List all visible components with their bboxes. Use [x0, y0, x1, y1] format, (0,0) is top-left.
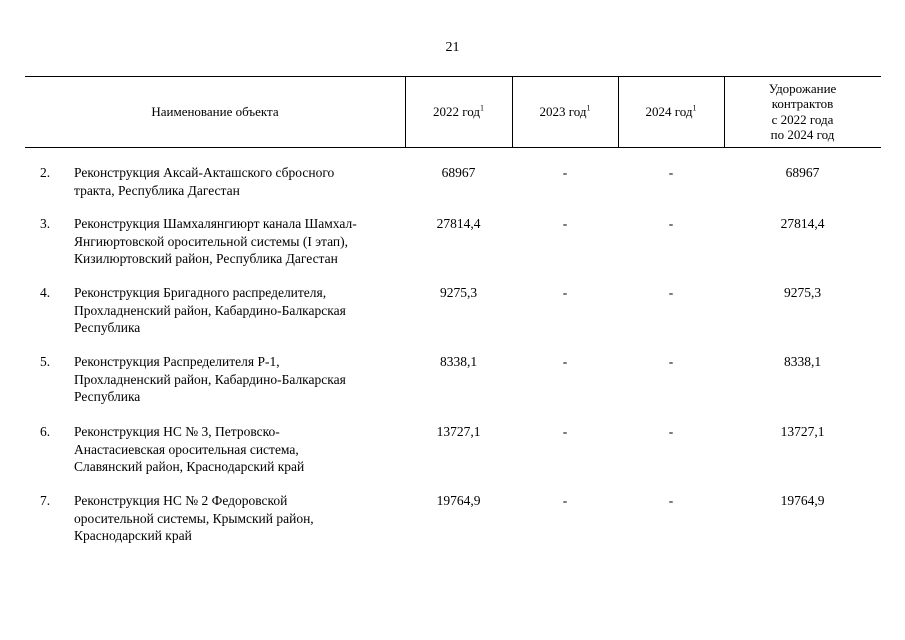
value-increase: 9275,3	[783, 285, 822, 300]
header-2024	[618, 76, 724, 147]
object-name-line: Реконструкция Аксай-Акташского сбросного	[74, 165, 335, 180]
header-increase	[724, 76, 881, 147]
header-increase-line: контрактов	[771, 96, 834, 111]
value-2022: 9275,3	[439, 285, 478, 300]
value-2024: -	[668, 165, 674, 180]
footnote-mark: 1	[692, 103, 697, 113]
object-name-line: Краснодарский край	[74, 528, 192, 543]
value-2023: -	[562, 165, 568, 180]
object-name-line: Республика	[74, 320, 141, 335]
header-increase-line: Удорожание	[768, 80, 837, 96]
value-2022: 68967	[441, 165, 476, 180]
value-2024: -	[668, 493, 674, 508]
value-increase: 19764,9	[780, 493, 825, 508]
object-name	[74, 215, 404, 268]
header-2024-label: 2024 год	[645, 103, 693, 119]
value-2023: -	[562, 285, 568, 300]
value-increase: 8338,1	[783, 354, 822, 369]
header-name-label: Наименование объекта	[151, 103, 279, 119]
object-name	[74, 164, 404, 199]
value-2022: 8338,1	[439, 354, 478, 369]
header-name	[25, 76, 405, 147]
object-name-line: Славянский район, Краснодарский край	[74, 459, 305, 474]
value-2024: -	[668, 285, 674, 300]
header-increase-line: по 2024 год	[770, 127, 835, 142]
value-2024: -	[668, 216, 674, 231]
object-name-line: тракта, Республика Дагестан	[74, 182, 240, 198]
header-2023	[512, 76, 618, 147]
row-number: 5.	[40, 354, 51, 369]
object-name-line: оросительной системы, Крымский район,	[74, 510, 314, 526]
object-name	[74, 423, 404, 476]
object-name-line: Реконструкция Бригадного распределителя,	[74, 285, 327, 300]
value-2023: -	[562, 216, 568, 231]
value-2022: 13727,1	[436, 424, 481, 439]
value-increase: 68967	[785, 165, 820, 180]
row-number: 3.	[40, 216, 51, 231]
value-2024: -	[668, 424, 674, 439]
row-number: 4.	[40, 285, 51, 300]
row-number: 7.	[40, 493, 51, 508]
value-increase: 27814,4	[780, 216, 825, 231]
object-name-line: Реконструкция Шамхалянгиюрт канала Шамхал-	[74, 216, 357, 231]
value-2022: 27814,4	[436, 216, 481, 231]
object-name-line: Реконструкция НС № 2 Федоровской	[74, 493, 288, 508]
value-increase: 13727,1	[780, 424, 825, 439]
header-2022-label: 2022 год	[433, 103, 480, 119]
value-2024: -	[668, 354, 674, 369]
footnote-mark: 1	[480, 103, 484, 113]
object-name-line: Янгиюртовской оросительной системы (I этап),	[74, 233, 349, 249]
object-name-line: Анастасиевская оросительная система,	[74, 441, 299, 457]
value-2023: -	[562, 424, 568, 439]
object-name-line: Кизилюртовский район, Республика Дагестан	[74, 251, 338, 266]
page-number: 21	[445, 40, 460, 55]
value-2023: -	[562, 354, 568, 369]
header-2022	[405, 76, 512, 147]
object-name-line: Прохладненский район, Кабардино-Балкарская	[74, 371, 346, 387]
value-2023: -	[562, 493, 568, 508]
object-name-line: Реконструкция Распределителя Р-1,	[74, 354, 280, 369]
object-name	[74, 492, 404, 545]
object-name-line: Прохладненский район, Кабардино-Балкарская	[74, 302, 346, 318]
table-header-rule	[25, 147, 881, 148]
footnote-mark: 1	[586, 103, 591, 113]
object-name-line: Республика	[74, 389, 141, 404]
object-name-line: Реконструкция НС № 3, Петровско-	[74, 424, 280, 439]
object-name	[74, 284, 404, 337]
row-number: 2.	[40, 165, 51, 180]
header-increase-line: с 2022 года	[771, 111, 834, 127]
value-2022: 19764,9	[436, 493, 481, 508]
header-2023-label: 2023 год	[539, 103, 587, 119]
row-number: 6.	[40, 424, 51, 439]
object-name	[74, 353, 404, 406]
